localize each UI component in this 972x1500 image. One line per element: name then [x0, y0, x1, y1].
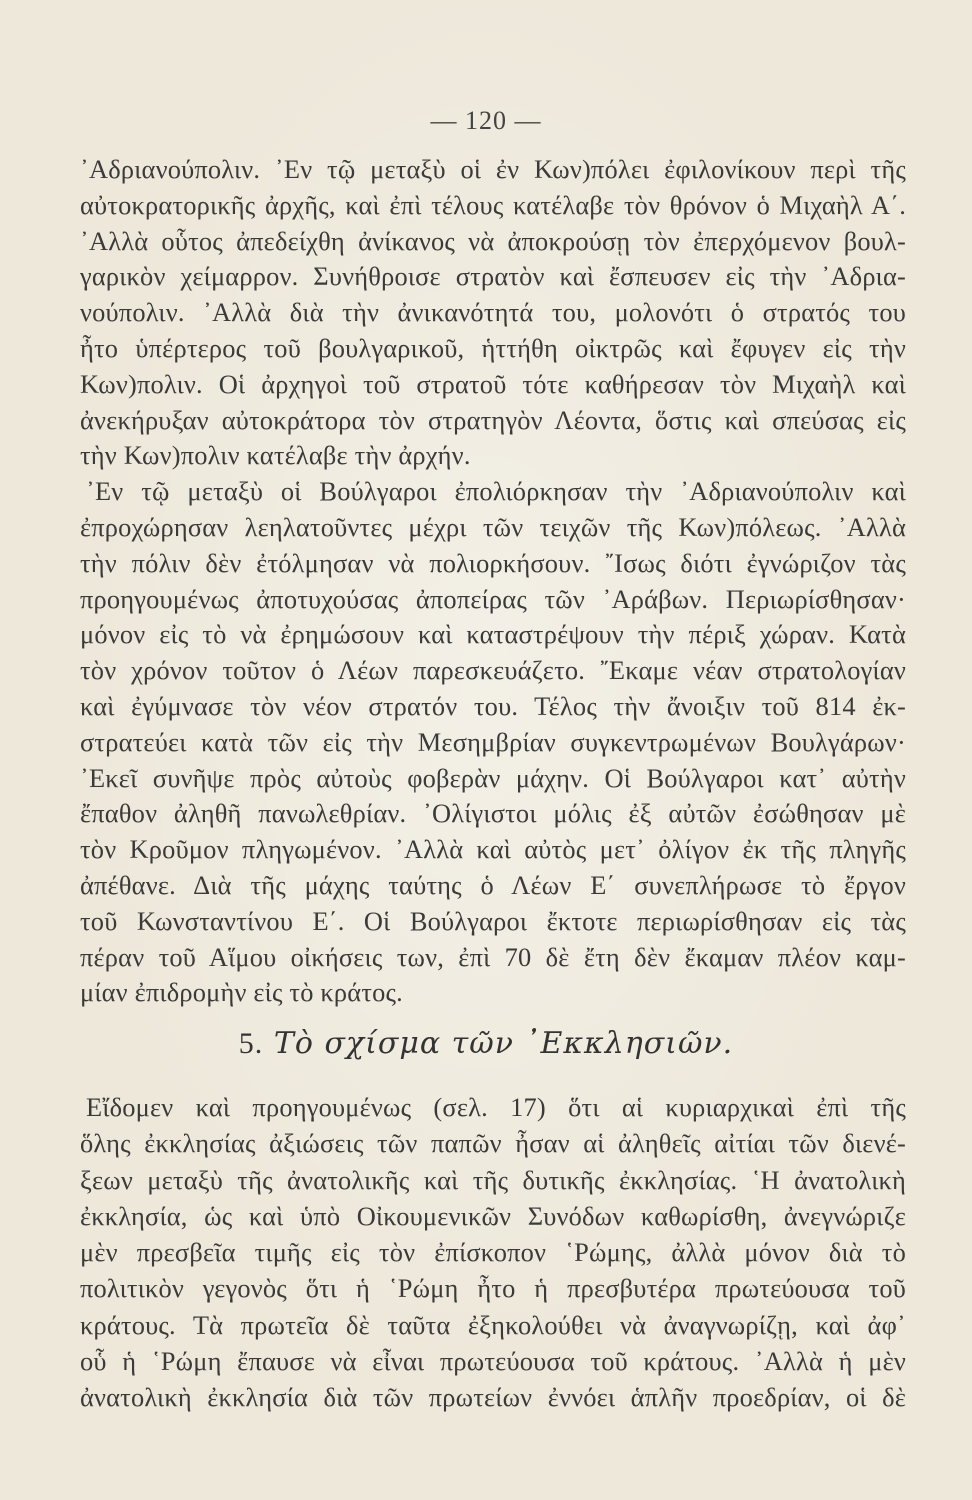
- text-line: γαρικὸν χείμαρρον. Συνήθροισε στρατὸν καὶ ἔσπευσεν εἰς τὴν ᾿Αδρια-: [80, 261, 906, 292]
- text-line: ἀνεκήρυξαν αὐτοκράτορα τὸν στρατηγὸν Λέοντα, ὅστις καὶ σπεύσας εἰς: [80, 404, 906, 435]
- text-line: οὗ ἡ ῾Ρώμη ἔπαυσε νὰ εἶναι πρωτεύουσα τοῦ κράτους. ᾿Αλλὰ ἡ μὲν: [80, 1346, 906, 1377]
- text-line: τοῦ Κωνσταντίνου Ε΄. Οἱ Βούλγαροι ἔκτοτε περιωρίσθησαν εἰς τὰς: [80, 905, 906, 936]
- text-line: ξεων μεταξὺ τῆς ἀνατολικῆς καὶ τῆς δυτικῆς ἐκκλησίας. ῾Η ἀνατολικὴ: [80, 1164, 906, 1195]
- text-line: τὸν χρόνον τοῦτον ὁ Λέων παρεσκευάζετο. ῎Εκαμε νέαν στρατολογίαν: [80, 655, 906, 686]
- text-line: πολιτικὸν γεγονὸς ὅτι ἡ ῾Ρώμη ἦτο ἡ πρεσβυτέρα πρωτεύουσα τοῦ: [80, 1273, 906, 1304]
- text-line: πέραν τοῦ Αἵμου οἰκήσεις των, ἐπὶ 70 δὲ ἔτη δὲν ἔκαμαν πλέον καμ-: [80, 941, 906, 972]
- text-line: μὲν πρεσβεῖα τιμῆς εἰς τὸν ἐπίσκοπον ῾Ρώμης, ἀλλὰ μόνον διὰ τὸ: [80, 1237, 906, 1268]
- text-line: τὸν Κροῦμον πληγωμένον. ᾿Αλλὰ καὶ αὐτὸς μετ᾿ ὀλίγον ἐκ τῆς πληγῆς: [80, 834, 906, 865]
- text-line: ἔπαθον ἀληθῆ πανωλεθρίαν. ᾿Ολίγιστοι μόλις ἐξ αὐτῶν ἐσώθησαν μὲ: [80, 798, 906, 829]
- section-number: 5.: [238, 1027, 264, 1060]
- text-line: ἦτο ὑπέρτερος τοῦ βουλγαρικοῦ, ἡττήθη οἰκτρῶς καὶ ἔφυγεν εἰς τὴν: [80, 332, 906, 363]
- text-line: ᾿Εν τῷ μεταξὺ οἱ Βούλγαροι ἐπολιόρκησαν τὴν ᾿Αδριανούπολιν καὶ: [86, 476, 906, 507]
- section-text-block: [80, 1089, 906, 1416]
- text-line: ᾿Εκεῖ συνῆψε πρὸς αὐτοὺς φοβερὰν μάχην. Οἱ Βούλγαροι κατ᾿ αὐτὴν: [80, 762, 906, 793]
- section-heading: [0, 1026, 972, 1061]
- text-line: ἀνατολικὴ ἐκκλησία διὰ τῶν πρωτείων ἐννόει ἁπλῆν προεδρίαν, οἱ δὲ: [80, 1382, 906, 1413]
- text-line: μόνον εἰς τὸ νὰ ἐρημώσουν καὶ καταστρέψουν τὴν πέριξ χώραν. Κατὰ: [80, 619, 906, 650]
- text-line: ᾿Αλλὰ οὗτος ἀπεδείχθη ἀνίκανος νὰ ἀποκρούσῃ τὸν ἐπερχόμενον βουλ-: [80, 225, 906, 256]
- text-line: Κων)πολιν. Οἱ ἀρχηγοὶ τοῦ στρατοῦ τότε καθήρεσαν τὸν Μιχαὴλ καὶ: [80, 368, 906, 399]
- text-line: αὐτοκρατορικῆς ἀρχῆς, καὶ ἐπὶ τέλους κατέλαβε τὸν θρόνον ὁ Μιχαὴλ Α΄.: [80, 189, 906, 220]
- text-line: ᾿Αδριανούπολιν. ᾿Εν τῷ μεταξὺ οἱ ἐν Κων)πόλει ἐφιλονίκουν περὶ τῆς: [80, 154, 906, 184]
- section-title: Τὸ σχίσμα τῶν ᾿Εκκλησιῶν.: [273, 1026, 734, 1061]
- text-line: καὶ ἐγύμνασε τὸν νέον στρατόν του. Τέλος τὴν ἄνοιξιν τοῦ 814 ἐκ-: [80, 690, 906, 721]
- text-line: προηγουμένως ἀποτυχούσας ἀποπείρας τῶν ᾿Αράβων. Περιωρίσθησαν·: [80, 583, 906, 614]
- text-line: νούπολιν. ᾿Αλλὰ διὰ τὴν ἀνικανότητά του, μολονότι ὁ στρατός του: [80, 297, 906, 328]
- text-line: τὴν Κων)πολιν κατέλαβε τὴν ἀρχήν.: [80, 440, 471, 471]
- main-text-block: [80, 152, 906, 1011]
- text-line: Εἴδομεν καὶ προηγουμένως (σελ. 17) ὅτι αἱ κυριαρχικαὶ ἐπὶ τῆς: [86, 1092, 906, 1122]
- text-line: ἐπροχώρησαν λεηλατοῦντες μέχρι τῶν τειχῶν τῆς Κων)πόλεως. ᾿Αλλὰ: [80, 511, 906, 542]
- text-line: τὴν πόλιν δὲν ἐτόλμησαν νὰ πολιορκήσουν. ῎Ισως διότι ἐγνώριζον τὰς: [80, 547, 906, 578]
- text-line: ἀπέθανε. Διὰ τῆς μάχης ταύτης ὁ Λέων Ε΄ συνεπλήρωσε τὸ ἔργον: [80, 869, 906, 900]
- text-line: κράτους. Τὰ πρωτεῖα δὲ ταῦτα ἐξηκολούθει νὰ ἀναγνωρίζῃ, καὶ ἀφ᾿: [80, 1309, 906, 1340]
- page-number: — 120 —: [430, 106, 542, 135]
- text-line: ὅλης ἐκκλησίας ἀξιώσεις τῶν παπῶν ἦσαν αἱ ἀληθεῖς αἰτίαι τῶν διενέ-: [80, 1128, 906, 1159]
- text-line: μίαν ἐπιδρομὴν εἰς τὸ κράτος.: [80, 977, 403, 1008]
- text-line: ἐκκλησία, ὡς καὶ ὑπὸ Οἰκουμενικῶν Συνόδων καθωρίσθη, ἀνεγνώριζε: [80, 1200, 906, 1231]
- text-line: στρατεύει κατὰ τῶν εἰς τὴν Μεσημβρίαν συγκεντρωμένων Βουλγάρων·: [80, 726, 906, 757]
